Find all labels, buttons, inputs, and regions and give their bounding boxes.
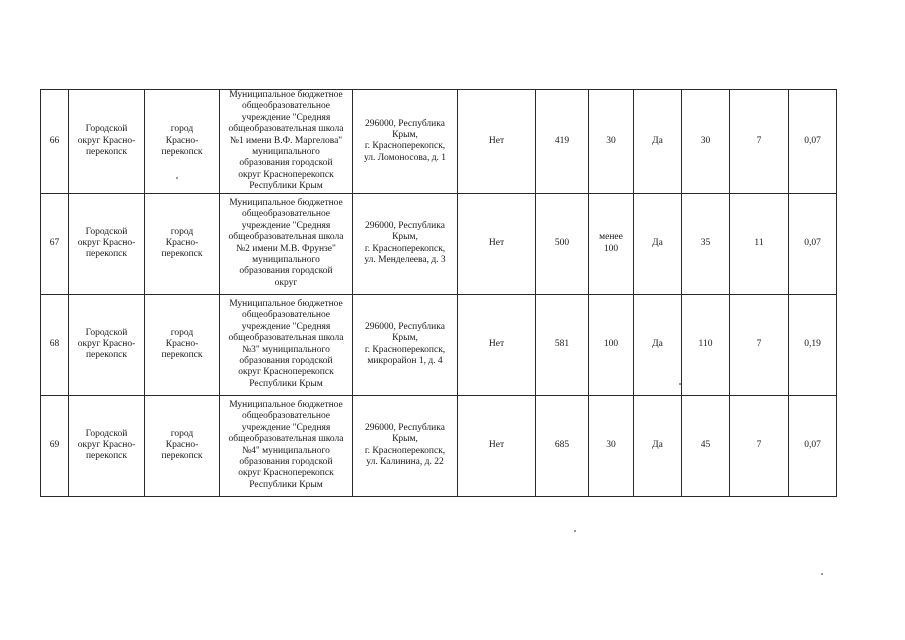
value2-cell: менее 100: [589, 193, 634, 294]
flag1-cell: Нет: [458, 395, 536, 496]
value3-cell: 45: [682, 395, 730, 496]
table-row: [41, 294, 837, 395]
address-cell: 296000, Республика Крым, г. Красноперекопск, ул. Калинина, д. 22: [353, 395, 458, 496]
value4-cell: 11: [730, 193, 789, 294]
row-number: 67: [41, 193, 69, 294]
ratio-cell: 0,07: [789, 193, 837, 294]
address-cell: 296000, Республика Крым, г. Красноперекопск, ул. Менделеева, д. 3: [353, 193, 458, 294]
address-cell: 296000, Республика Крым, г. Красноперекопск, микрорайон 1, д. 4: [353, 294, 458, 395]
scan-speck: [821, 573, 823, 575]
district-cell: Городской округ Красно- перекопск: [69, 193, 145, 294]
settlement-cell: город Красно- перекопск: [145, 395, 220, 496]
row-number: 66: [41, 90, 69, 194]
organization-cell: Муниципальное бюджетное общеобразовательное учреждение "Средняя общеобразовательная школа №4" муниципального образования городской округ Красноперекопск Республики Крым: [220, 395, 353, 496]
scan-speck: [176, 177, 178, 179]
value3-cell: 35: [682, 193, 730, 294]
capacity-cell: 685: [536, 395, 589, 496]
capacity-cell: 419: [536, 90, 589, 194]
value2-cell: 30: [589, 395, 634, 496]
settlement-cell: город Красно- перекопск: [145, 193, 220, 294]
ratio-cell: 0,07: [789, 395, 837, 496]
flag2-cell: Да: [634, 294, 682, 395]
address-cell: 296000, Республика Крым, г. Красноперекопск, ул. Ломоносова, д. 1: [353, 90, 458, 194]
flag2-cell: Да: [634, 395, 682, 496]
scan-speck: [574, 530, 576, 532]
settlement-cell: город Красно- перекопск: [145, 90, 220, 194]
flag2-cell: Да: [634, 90, 682, 194]
flag1-cell: Нет: [458, 90, 536, 194]
value3-cell: 110: [682, 294, 730, 395]
organization-cell: Муниципальное бюджетное общеобразовательное учреждение "Средняя общеобразовательная школа №1 имени В.Ф. Маргелова" муниципального образования городской округ Красноперекопск Республики Крым: [220, 90, 353, 194]
ratio-cell: 0,07: [789, 90, 837, 194]
value4-cell: 7: [730, 90, 789, 194]
row-number: 68: [41, 294, 69, 395]
value3-cell: 30: [682, 90, 730, 194]
flag1-cell: Нет: [458, 294, 536, 395]
organization-cell: Муниципальное бюджетное общеобразовательное учреждение "Средняя общеобразовательная школа №3" муниципального образования городской округ Красноперекопск Республики Крым: [220, 294, 353, 395]
capacity-cell: 500: [536, 193, 589, 294]
district-cell: Городской округ Красно- перекопск: [69, 90, 145, 194]
capacity-cell: 581: [536, 294, 589, 395]
district-cell: Городской округ Красно- перекопск: [69, 395, 145, 496]
scan-speck: [679, 383, 681, 385]
flag2-cell: Да: [634, 193, 682, 294]
schools-table: [40, 89, 837, 497]
organization-cell: Муниципальное бюджетное общеобразовательное учреждение "Средняя общеобразовательная школа №2 имени М.В. Фрунзе" муниципального образования городской округ: [220, 193, 353, 294]
settlement-cell: город Красно- перекопск: [145, 294, 220, 395]
table-row: [41, 90, 837, 194]
flag1-cell: Нет: [458, 193, 536, 294]
row-number: 69: [41, 395, 69, 496]
district-cell: Городской округ Красно- перекопск: [69, 294, 145, 395]
value2-cell: 100: [589, 294, 634, 395]
ratio-cell: 0,19: [789, 294, 837, 395]
value4-cell: 7: [730, 294, 789, 395]
value4-cell: 7: [730, 395, 789, 496]
value2-cell: 30: [589, 90, 634, 194]
table-row: [41, 395, 837, 496]
table-row: [41, 193, 837, 294]
